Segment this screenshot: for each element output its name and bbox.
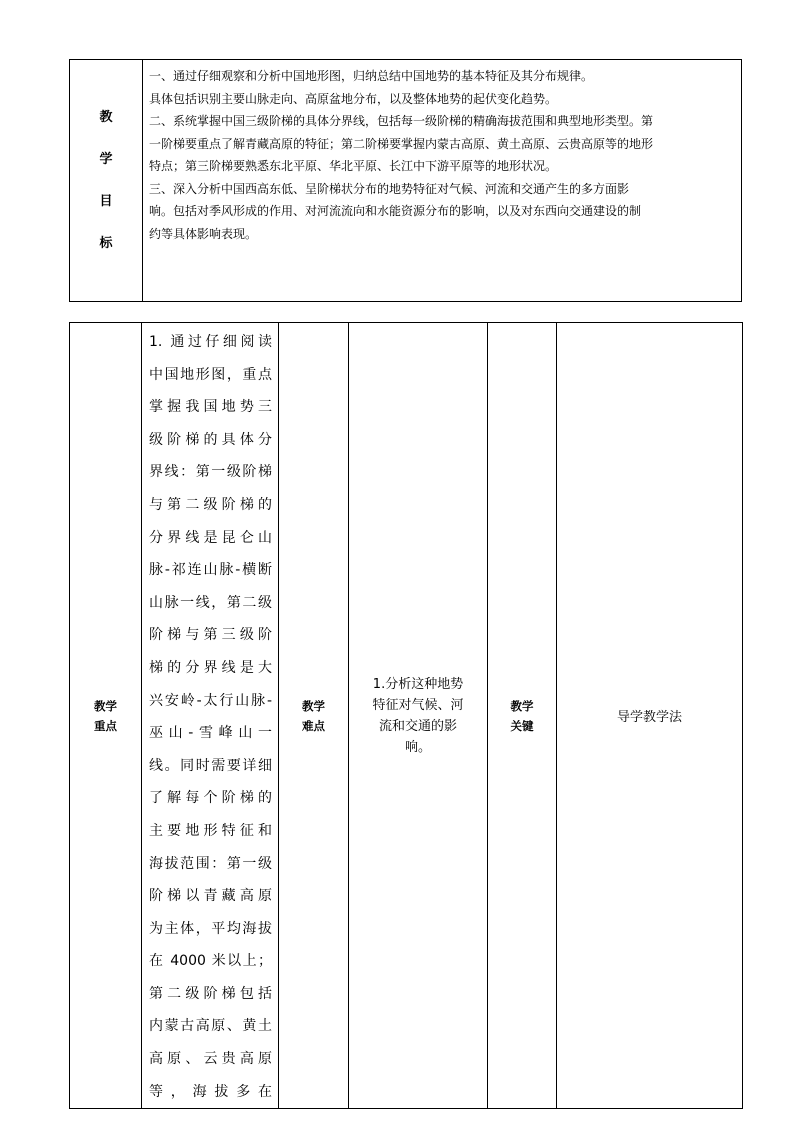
key-points-line: 第二级阶梯包括 bbox=[149, 985, 272, 1002]
key-points-line: 等，海拔多在 bbox=[149, 1083, 272, 1100]
key-points-line: 级阶梯的具体分 bbox=[149, 431, 272, 448]
objectives-label-char: 标 bbox=[99, 235, 113, 251]
objectives-line: 具体包括识别主要山脉走向、高原盆地分布，以及整体地势的起伏变化趋势。 bbox=[149, 91, 558, 106]
key-points-line: 为主体，平均海拔 bbox=[149, 920, 272, 937]
key-points-line: 梯的分界线是大 bbox=[149, 659, 272, 676]
key-points-content bbox=[142, 323, 279, 1109]
key-method-label-line: 教学 bbox=[510, 698, 534, 713]
difficulty-label-line: 难点 bbox=[302, 718, 325, 733]
teaching-method-content: 导学教学法 bbox=[557, 323, 743, 1109]
key-points-label-line: 重点 bbox=[94, 718, 117, 733]
objectives-line: 特点；第三阶梯要熟悉东北平原、华北平原、长江中下游平原等的地形状况。 bbox=[149, 159, 558, 173]
key-points-line: 分界线是昆仑山 bbox=[149, 529, 272, 546]
difficulty-line: 特征对气候、河 bbox=[372, 697, 464, 713]
key-method-label-line: 关键 bbox=[510, 718, 534, 733]
key-points-line: 主要地形特征和 bbox=[149, 822, 272, 839]
teaching-objectives-table bbox=[69, 59, 742, 302]
key-points-line: 中国地形图，重点 bbox=[149, 366, 272, 383]
difficulty-line: 1.分析这种地势 bbox=[372, 676, 464, 692]
key-points-line: 高原、云贵高原 bbox=[149, 1051, 272, 1068]
key-points-label bbox=[70, 323, 142, 1109]
objectives-content bbox=[143, 60, 742, 302]
key-points-line: 巫山-雪峰山一 bbox=[149, 725, 272, 742]
key-points-line: 与第二级阶梯的 bbox=[149, 496, 272, 513]
key-points-line: 山脉一线，第二级 bbox=[149, 594, 272, 611]
key-points-line: 脉-祁连山脉-横断 bbox=[149, 562, 272, 579]
objectives-line: 响。包括对季风形成的作用、对河流流向和水能资源分布的影响，以及对东西向交通建设的制 bbox=[149, 204, 642, 218]
key-points-line: 内蒙古高原、黄土 bbox=[149, 1018, 272, 1035]
key-points-line: 掌握我国地势三 bbox=[149, 399, 272, 416]
objectives-label-char: 学 bbox=[99, 151, 113, 167]
objectives-label-char: 目 bbox=[99, 193, 113, 209]
objectives-line: 三、深入分析中国西高东低、呈阶梯状分布的地势特征对气候、河流和交通产生的多方面影 bbox=[149, 181, 630, 196]
objectives-line: 约等具体影响表现。 bbox=[149, 226, 258, 241]
key-points-line: 界线：第一级阶梯 bbox=[149, 464, 272, 481]
key-points-line: 在 4000 米以上； bbox=[149, 953, 272, 970]
difficulty-label bbox=[279, 323, 349, 1109]
key-points-line: 阶梯以青藏高原 bbox=[149, 888, 272, 905]
objectives-line: 一阶梯要重点了解青藏高原的特征；第二阶梯要掌握内蒙古高原、黄土高原、云贵高原等的地形 bbox=[149, 136, 654, 151]
difficulty-label-line: 教学 bbox=[302, 698, 325, 713]
lesson-focus-table bbox=[69, 322, 743, 1109]
key-points-line: 海拔范围：第一级 bbox=[149, 855, 272, 872]
key-points-line: 1. 通过仔细阅读 bbox=[149, 334, 272, 350]
key-points-line: 线。同时需要详细 bbox=[149, 757, 272, 774]
key-points-line: 兴安岭-太行山脉- bbox=[149, 692, 272, 709]
key-points-label-line: 教学 bbox=[94, 698, 117, 713]
difficulty-content bbox=[349, 323, 488, 1109]
key-points-line: 了解每个阶梯的 bbox=[149, 790, 272, 807]
difficulty-line: 响。 bbox=[404, 739, 431, 755]
objectives-line: 二、系统掌握中国三级阶梯的具体分界线，包括每一级阶梯的精确海拔范围和典型地形类型。第 bbox=[149, 114, 654, 128]
key-points-line: 阶梯与第三级阶 bbox=[149, 627, 272, 644]
key-method-label bbox=[488, 323, 557, 1109]
objectives-label bbox=[70, 60, 143, 302]
objectives-line: 一、通过仔细观察和分析中国地形图，归纳总结中国地势的基本特征及其分布规律。 bbox=[149, 69, 594, 83]
difficulty-line: 流和交通的影 bbox=[378, 718, 457, 734]
objectives-label-char: 教 bbox=[99, 109, 113, 125]
